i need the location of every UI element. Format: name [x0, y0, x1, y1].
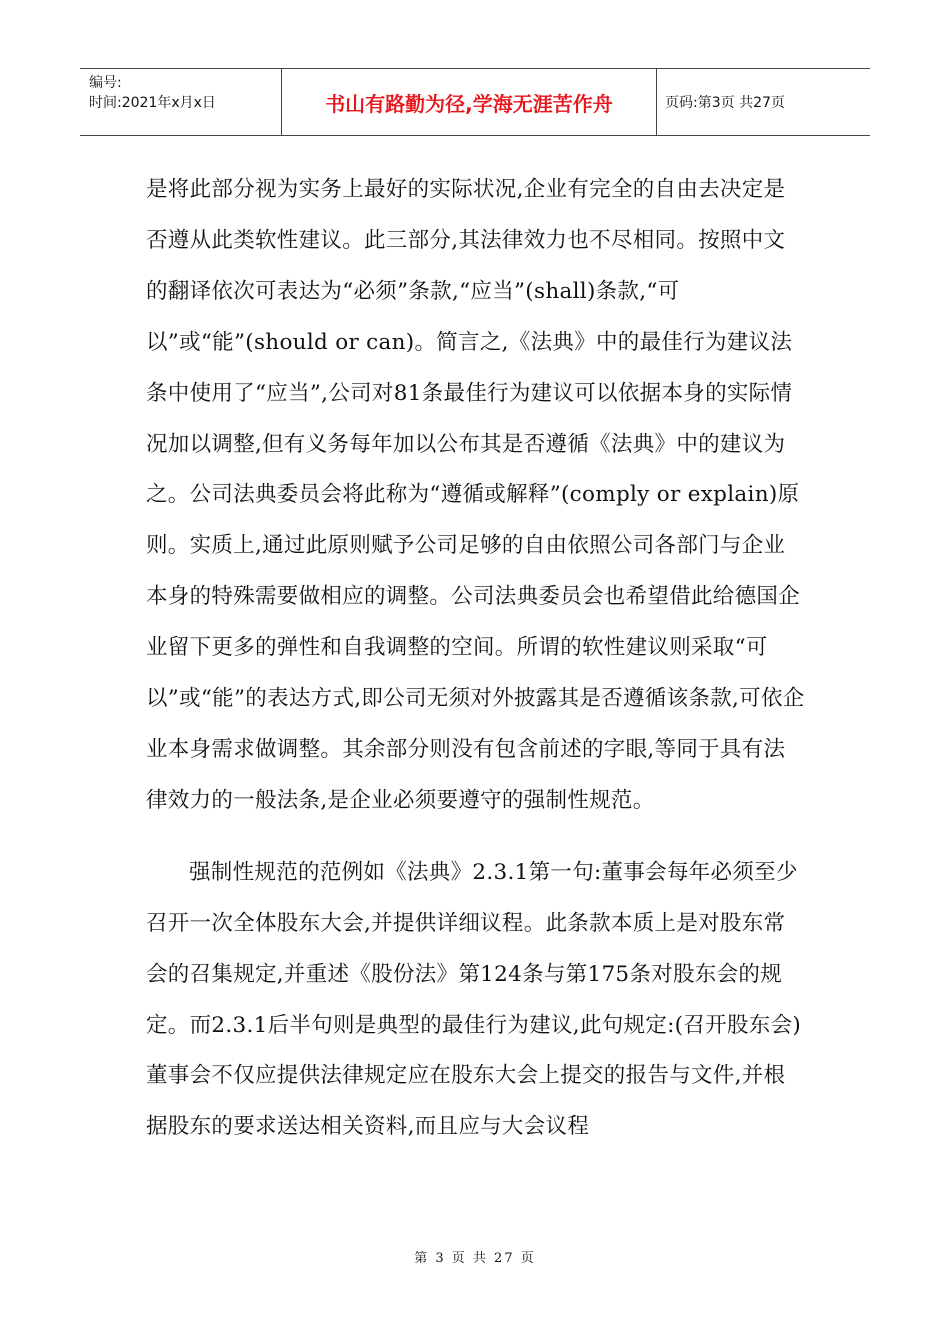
document-number-label: 编号:: [89, 75, 122, 91]
body-paragraph: 是将此部分视为实务上最好的实际状况,企业有完全的自由去决定是否遵从此类软性建议。此三部分,其法律效力也不尽相同。按照中文的翻译依次可表达为“必须”条款,“应当”(shall)条款,“可以”或“能”(should or can)。简言之,《法典》中的最佳行为建议法条中使用了“应当”,公司对81条最佳行为建议可以依据本身的实际情况加以调整,但有义务每年加以公布其是否遵循《法典》中的建议为之。公司法典委员会将此称为“遵循或解释”(comply or explain)原则。实质上,通过此原则赋予公司足够的自由依照公司各部门与企业本身的特殊需要做相应的调整。公司法典委员会也希望借此给德国企业留下更多的弹性和自我调整的空间。所谓的软性建议则采取“可以”或“能”的表达方式,即公司无须对外披露其是否遵循该条款,可依企业本身需求做调整。其余部分则没有包含前述的字眼,等同于具有法律效力的一般法条,是企业必须要遵守的强制性规范。: [146, 177, 805, 813]
header-page-info: 页码:第3页 共27页: [665, 95, 785, 111]
header-motto: 书山有路勤为径,学海无涯苦作舟: [282, 69, 657, 135]
document-date: 时间:2021年x月x日: [89, 95, 216, 111]
document-body: [146, 165, 806, 1153]
page-footer: 第 3 页 共 27 页: [414, 1251, 536, 1266]
header-meta: [80, 69, 282, 135]
page-header: [80, 68, 870, 136]
body-paragraph: 强制性规范的范例如《法典》2.3.1第一句:董事会每年必须至少召开一次全体股东大会,并提供详细议程。此条款本质上是对股东常会的召集规定,并重述《股份法》第124条与第175条对股东会的规定。而2.3.1后半句则是典型的最佳行为建议,此句规定:(召开股东会)董事会不仅应提供法律规定应在股东大会上提交的报告与文件,并根据股东的要求送达相关资料,而且应与大会议程: [146, 859, 802, 1140]
